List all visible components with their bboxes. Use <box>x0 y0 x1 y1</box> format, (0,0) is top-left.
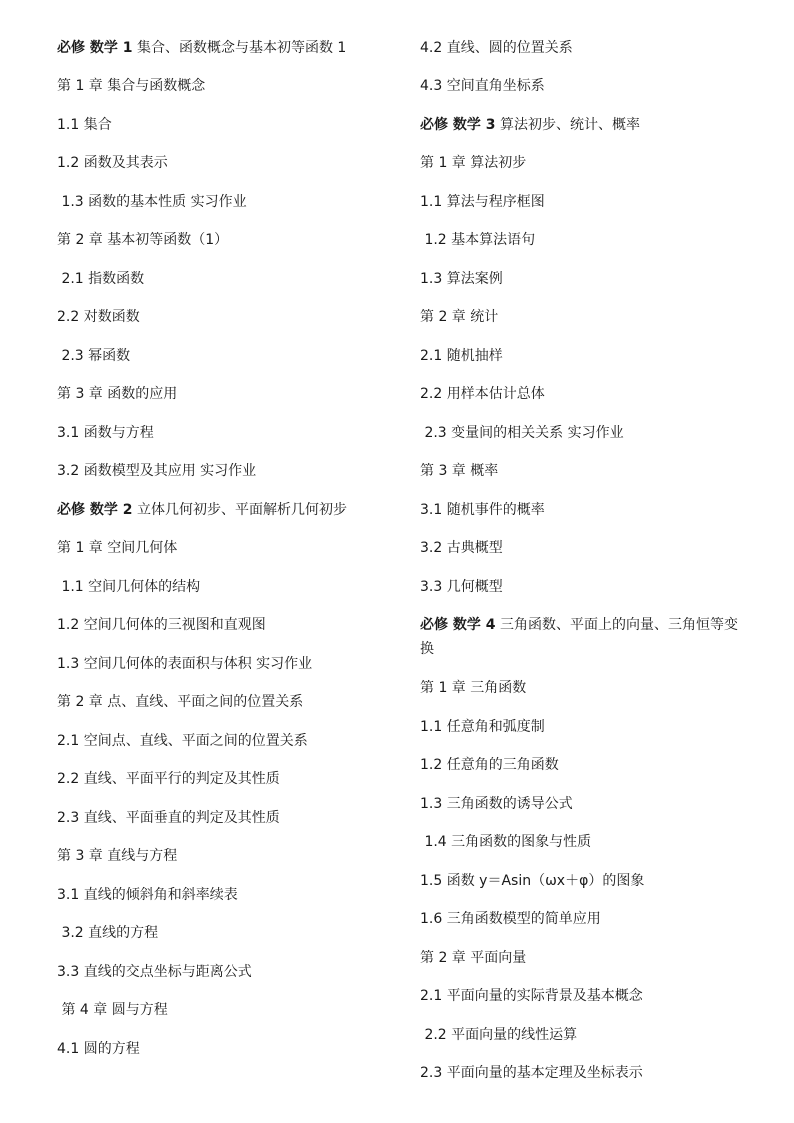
toc-entry: 2.3 直线、平面垂直的判定及其性质 <box>57 810 280 826</box>
toc-entry: 1.2 基本算法语句 <box>420 232 536 248</box>
book-heading-math-3: 必修 数学 3 算法初步、统计、概率 <box>420 117 640 133</box>
toc-entry: 第 4 章 圆与方程 <box>57 1002 168 1018</box>
toc-entry: 3.3 几何概型 <box>420 579 503 595</box>
toc-entry: 2.2 用样本估计总体 <box>420 386 545 402</box>
toc-entry: 3.1 直线的倾斜角和斜率续表 <box>57 887 238 903</box>
toc-entry: 2.1 指数函数 <box>57 271 145 287</box>
toc-entry: 第 1 章 空间几何体 <box>57 540 178 556</box>
toc-entry: 3.3 直线的交点坐标与距离公式 <box>57 964 252 980</box>
toc-entry: 3.1 函数与方程 <box>57 425 154 441</box>
toc-entry: 1.3 空间几何体的表面积与体积 实习作业 <box>57 656 313 672</box>
toc-entry: 3.2 古典概型 <box>420 540 503 556</box>
toc-entry: 2.3 变量间的相关关系 实习作业 <box>420 425 624 441</box>
toc-entry: 4.1 圆的方程 <box>57 1041 140 1057</box>
toc-entry: 2.2 直线、平面平行的判定及其性质 <box>57 771 280 787</box>
book-heading-math-4: 必修 数学 4 三角函数、平面上的向量、三角恒等变换 <box>420 617 738 657</box>
toc-entry: 第 3 章 直线与方程 <box>57 848 178 864</box>
toc-entry: 2.1 平面向量的实际背景及基本概念 <box>420 988 643 1004</box>
toc-entry: 2.1 空间点、直线、平面之间的位置关系 <box>57 733 308 749</box>
toc-entry: 1.6 三角函数模型的简单应用 <box>420 911 601 927</box>
toc-entry: 1.1 集合 <box>57 117 112 133</box>
toc-entry: 第 1 章 集合与函数概念 <box>57 78 206 94</box>
toc-entry: 2.3 幂函数 <box>57 348 131 364</box>
toc-entry: 1.2 函数及其表示 <box>57 155 168 171</box>
toc-entry: 1.3 三角函数的诱导公式 <box>420 796 573 812</box>
toc-entry: 1.3 算法案例 <box>420 271 503 287</box>
toc-entry: 2.3 平面向量的基本定理及坐标表示 <box>420 1065 643 1081</box>
toc-entry: 2.2 平面向量的线性运算 <box>420 1027 578 1043</box>
toc-entry: 第 1 章 算法初步 <box>420 155 527 171</box>
toc-entry: 3.2 直线的方程 <box>57 925 159 941</box>
toc-entry: 3.2 函数模型及其应用 实习作业 <box>57 463 257 479</box>
toc-entry: 第 1 章 三角函数 <box>420 680 527 696</box>
toc-entry: 1.1 空间几何体的结构 <box>57 579 201 595</box>
toc-entry: 4.2 直线、圆的位置关系 <box>420 40 573 56</box>
toc-entry: 第 2 章 点、直线、平面之间的位置关系 <box>57 694 304 710</box>
toc-entry: 1.1 任意角和弧度制 <box>420 719 545 735</box>
toc-entry: 第 2 章 基本初等函数（1） <box>57 232 229 248</box>
toc-entry: 1.3 函数的基本性质 实习作业 <box>57 194 247 210</box>
toc-entry: 3.1 随机事件的概率 <box>420 502 545 518</box>
toc-entry: 1.5 函数 y＝Asin（ωx＋φ）的图象 <box>420 873 645 889</box>
toc-entry: 2.1 随机抽样 <box>420 348 503 364</box>
book-heading-math-2: 必修 数学 2 立体几何初步、平面解析几何初步 <box>57 502 347 518</box>
toc-entry: 第 2 章 统计 <box>420 309 499 325</box>
toc-entry: 第 3 章 函数的应用 <box>57 386 178 402</box>
toc-entry: 第 3 章 概率 <box>420 463 499 479</box>
book-heading-math-1: 必修 数学 1 集合、函数概念与基本初等函数 1 <box>57 40 347 56</box>
toc-entry: 1.4 三角函数的图象与性质 <box>420 834 592 850</box>
toc-entry: 第 2 章 平面向量 <box>420 950 527 966</box>
toc-entry: 1.1 算法与程序框图 <box>420 194 545 210</box>
toc-entry: 4.3 空间直角坐标系 <box>420 78 545 94</box>
toc-entry: 1.2 任意角的三角函数 <box>420 757 559 773</box>
toc-entry: 2.2 对数函数 <box>57 309 140 325</box>
toc-entry: 1.2 空间几何体的三视图和直观图 <box>57 617 266 633</box>
